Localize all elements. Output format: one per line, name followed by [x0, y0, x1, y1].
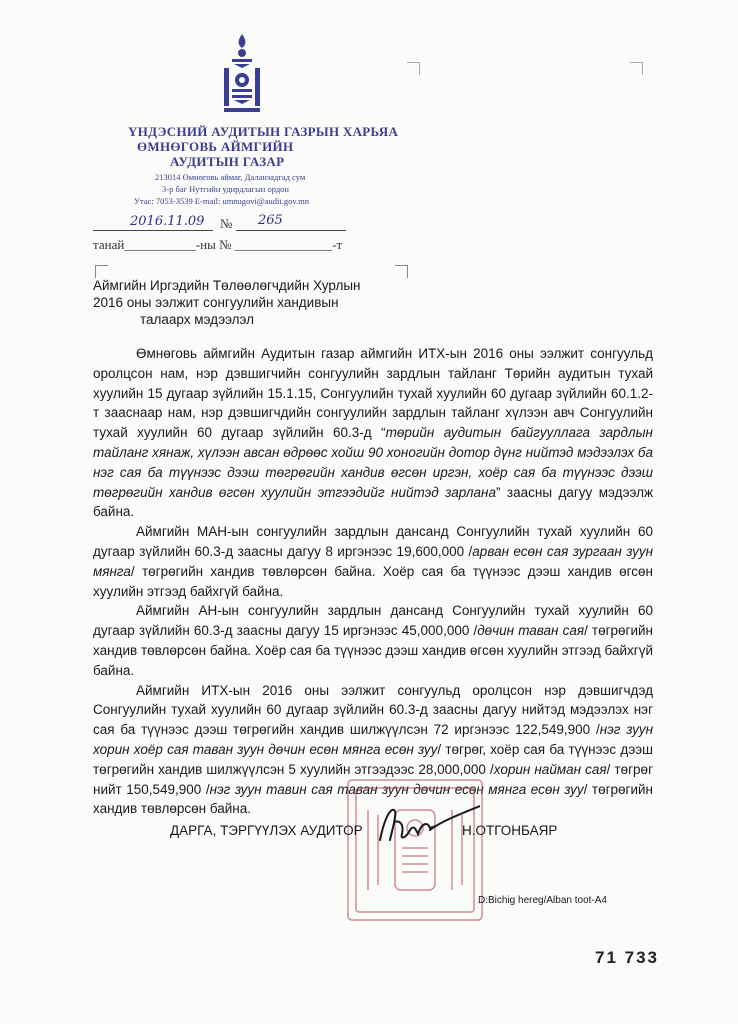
letterhead-org-line2: ӨМНӨГОВЬ АЙМГИЙН: [137, 139, 294, 154]
letter-body: [93, 344, 653, 819]
subject-line2: 2016 оны ээлжит сонгуулийн хандивын: [93, 295, 339, 310]
p1-text-a: Өмнөговь аймгийн Аудитын газар аймгийн ИТХ-ын 2016 оны ээлжит сонгуульд оролцсон нам, нэр дэвшигчийн сонгуулийн зардлын тайланг Төрийн аудитын тухай хуулийн 15 дугаар зүйлийн 15.1.15, Сонгуулийн тухай хуулийн 60 дугаар зүйлийн 60.1.2-т зааснаар нам, нэр дэвшигчдийн сонгуулийн зардлын тайланг хүлээн авч Сонгуулийн тухай хуулийн 60 дугаар зүйлийн 60.3-д “: [93, 346, 653, 441]
subject-line3: талаарх мэдээлэл: [140, 312, 255, 327]
subject-line1: Аймгийн Иргэдийн Төлөөлөгчдийн Хурлын: [93, 278, 361, 293]
p2-text-a: Аймгийн МАН-ын сонгуулийн зардлын дансанд Сонгуулийн тухай хуулийн 60 дугаар зүйлийн 60.3-д заасны дагуу 8 иргэнээс 19,600,000 /: [93, 524, 653, 559]
letterhead-address-line2: 3-р баг Нутгийн удирдлагын ордон: [162, 184, 289, 194]
document-date: 2016.11.09: [130, 214, 205, 229]
signatory-name: Н.ОТГОНБАЯР: [462, 823, 558, 838]
number-underline: [236, 230, 346, 231]
p2-amount-words: арван есөн сая зургаан зуун мянга: [93, 543, 653, 579]
p4-text-c: / төгрөг, хоёр сая ба түүнээс дээш төгрөгийн хандив шилжүүлсэн 5 хуулийн этгээдээс 28,000,000 /: [93, 741, 653, 777]
p3-text-c: / төгрөгийн хандив төвлөрсөн байна. Хоёр сая ба түүнээс дээш хандив өгсөн хуулийн этгээд байхгүй байна.: [93, 623, 654, 678]
soyombo-emblem-icon: [216, 32, 268, 114]
letterhead-address-line1: 213014 Өмнөговь аймаг, Даланзадгад сум: [155, 172, 306, 182]
corner-mark-header-right: [630, 62, 643, 75]
signatory-title: ДАРГА, ТЭРГҮҮЛЭХ АУДИТОР: [170, 823, 363, 838]
subject-block: [93, 277, 423, 328]
file-path: D:Bichig hereg/Alban toot-A4: [478, 895, 607, 906]
p1-text-c: ” заасны дагуу мэдээлж байна.: [93, 484, 653, 520]
p4-amount-words-2: хорин найман сая: [493, 761, 607, 777]
p4-text-a: Аймгийн ИТХ-ын 2016 оны ээлжит сонгуульд оролцсон нэр дэвшигчдэд Сонгуулийн тухай хуулийн 60 дугаар зүйлийн 60.3-д заасны дагуу нийтэд мэдээлэх нэг сая ба түүнээс дээш төгрөгийн хандив шилжүүлсэн 72 иргэнээс 122,549,900 /: [93, 682, 653, 738]
date-underline: [93, 230, 213, 231]
letterhead-org-line3: АУДИТЫН ГАЗАР: [170, 154, 285, 169]
p3-text-a: Аймгийн АН-ын сонгуулийн зардлын дансанд Сонгуулийн тухай хуулийн 60 дугаар зүйлийн 60.3-д заасны дагуу 15 иргэнээс 45,000,000 /: [93, 603, 653, 639]
corner-mark-header-left: [407, 62, 420, 75]
reference-line: танай___________-ны № _______________-т: [93, 237, 343, 252]
paragraph-2: [93, 522, 653, 601]
document-number-label: №: [220, 216, 233, 231]
p1-quote: төрийн аудитын байгууллага зардлын тайланг хянаж, хүлээн авсан өдрөөс хойш 90 хоногийн дотор дүнг нийтэд мэдээлэх ба нэг сая ба түүнээс дээш төгрөгийн хандив өгсөн иргэн, хоёр сая ба түүнээс дээш төгрөгийн хандив өгсөн хуулийн этгээдийг нийтэд зарлана: [93, 425, 653, 500]
document-number: 265: [258, 213, 283, 228]
official-stamp: [340, 770, 490, 930]
paragraph-3: [93, 601, 653, 680]
p4-text-e: / төгрөг нийт 150,549,900 /: [93, 761, 653, 797]
letterhead-contact-line: Утас: 7053-3539 E-mail: umnugovi@audit.gov.mn: [134, 196, 310, 206]
paragraph-1: [93, 344, 653, 522]
p4-amount-words-3: нэг зуун тавин сая таван зуун дөчин есөн мянга есөн зуу: [209, 781, 584, 797]
p4-text-g: / төгрөгийн хандив төвлөрсөн байна.: [93, 781, 653, 817]
page-number: 71 733: [595, 948, 659, 967]
p4-amount-words-1: нэг зуун хорин хоёр сая таван зуун дөчин есөн мянга есөн зуу: [93, 722, 654, 757]
p2-text-c: / төгрөгийн хандив төвлөрсөн байна. Хоёр сая ба түүнээс дээш хандив өгсөн хуулийн этгээд байхгүй байна.: [93, 563, 653, 599]
p3-amount-words: дөчин таван сая: [477, 623, 585, 639]
letterhead-org-line1: ҮНДЭСНИЙ АУДИТЫН ГАЗРЫН ХАРЬЯА: [128, 124, 399, 139]
